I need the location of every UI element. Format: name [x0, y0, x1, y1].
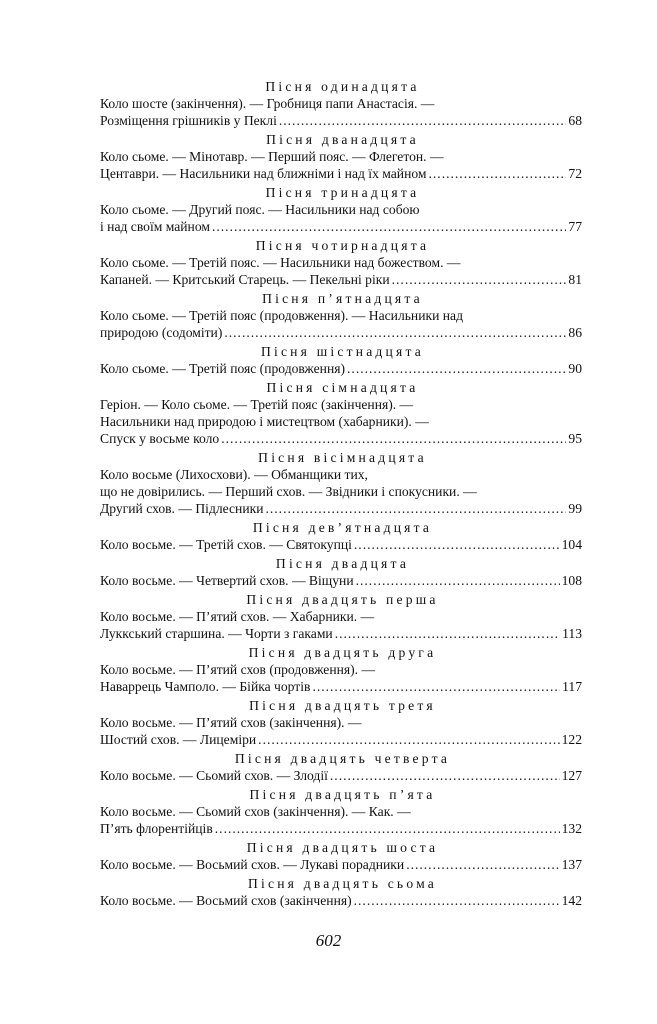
dot-leader — [312, 678, 560, 695]
entry-page-number: 142 — [561, 893, 582, 908]
toc-entry — [100, 555, 582, 589]
toc-entry — [100, 644, 582, 695]
entry-final-line — [100, 430, 582, 447]
entry-text-line: Коло восьме (Лихосхови). — Обманщики тих, — [100, 467, 368, 482]
dot-leader — [258, 731, 559, 748]
entry-text-line: Коло восьме. — Третій схов. — Святокупці — [100, 537, 352, 552]
entry-page-number: 122 — [561, 732, 582, 747]
entry-final-line — [100, 572, 582, 589]
entry-text-line: Коло сьоме. — Третій пояс (продовження) — [100, 361, 346, 376]
toc-entry — [100, 78, 582, 129]
dot-leader — [212, 218, 566, 235]
entry-text-line: Спуск у восьме коло — [100, 431, 220, 446]
dot-leader — [347, 360, 566, 377]
entry-text-line: П’ять флорентійців — [100, 821, 213, 836]
entry-text-line: Коло восьме. — П’ятий схов. — Хабарники. — — [100, 609, 375, 624]
toc-entry — [100, 875, 582, 909]
entry-final-line — [100, 820, 582, 837]
entry-final-line — [100, 767, 582, 784]
canto-heading: Пісня одинадцята — [265, 79, 420, 94]
canto-heading: Пісня шістнадцята — [260, 344, 425, 359]
entry-final-line — [100, 112, 582, 129]
entry-text-line: природою (содоміти) — [100, 325, 223, 340]
page-number: 602 — [315, 931, 342, 950]
entry-text-line: Коло восьме. — Сьомий схов. — Злодії — [100, 768, 328, 783]
entry-page-number: 90 — [568, 361, 582, 376]
toc-entry — [100, 750, 582, 784]
entry-text-line: Коло сьоме. — Другий пояс. — Насильники над собою — [100, 202, 420, 217]
canto-heading: Пісня двадцять четверта — [234, 751, 451, 766]
canto-heading: Пісня двадцять друга — [248, 645, 437, 660]
canto-heading: Пісня двадцять п’ята — [249, 787, 436, 802]
entry-final-line — [100, 856, 582, 873]
canto-heading: Пісня тринадцята — [265, 185, 420, 200]
canto-heading: Пісня двадцять перша — [246, 592, 439, 607]
toc-entry — [100, 519, 582, 553]
dot-leader — [265, 500, 566, 517]
entry-final-line — [100, 892, 582, 909]
toc-entry — [100, 184, 582, 235]
entry-page-number: 95 — [568, 431, 582, 446]
entry-text-line: Коло восьме. — П’ятий схов (продовження). — — [100, 662, 376, 677]
toc-entry — [100, 449, 582, 517]
toc-entry — [100, 839, 582, 873]
entry-final-line — [100, 536, 582, 553]
toc-entry — [100, 379, 582, 447]
toc-entry — [100, 786, 582, 837]
entry-text-line: Коло восьме. — Сьомий схов (закінчення). — Как. — — [100, 804, 411, 819]
entry-page-number: 132 — [561, 821, 582, 836]
canto-heading: Пісня вісімнадцята — [258, 450, 427, 465]
dot-leader — [221, 430, 566, 447]
entry-final-line — [100, 625, 582, 642]
entry-text-line: Коло восьме. — Четвертий схов. — Віщуни — [100, 573, 354, 588]
entry-text-line: Капаней. — Критський Старець. — Пекельні ріки — [100, 272, 390, 287]
canto-heading: Пісня чотирнадцята — [255, 238, 430, 253]
toc-entry — [100, 290, 582, 341]
entry-page-number: 108 — [561, 573, 582, 588]
entry-final-line — [100, 324, 582, 341]
entry-text-line: Коло сьоме. — Третій пояс. — Насильники над божеством. — — [100, 255, 461, 270]
toc-entry — [100, 591, 582, 642]
canto-heading: Пісня дванадцята — [266, 132, 419, 147]
entry-text-line: і над своїм майном — [100, 219, 210, 234]
dot-leader — [224, 324, 566, 341]
entry-page-number: 113 — [562, 626, 582, 641]
toc-entry — [100, 697, 582, 748]
entry-text-line: Розміщення грішників у Пеклі — [100, 113, 277, 128]
entry-page-number: 86 — [568, 325, 582, 340]
dot-leader — [354, 892, 560, 909]
dot-leader — [392, 271, 567, 288]
entry-text-line: Насильники над природою і мистецтвом (хабарники). — — [100, 414, 429, 429]
entry-page-number: 104 — [561, 537, 582, 552]
entry-text-line: Центаври. — Насильники над ближніми і над їх майном — [100, 166, 427, 181]
entry-text-line: Коло сьоме. — Мінотавр. — Перший пояс. — Флегетон. — — [100, 149, 444, 164]
entry-page-number: 127 — [561, 768, 582, 783]
canto-heading: Пісня п’ятнадцята — [262, 291, 423, 306]
entry-text-line: Коло сьоме. — Третій пояс (продовження). — Насильники над — [100, 308, 463, 323]
canto-heading: Пісня двадцять шоста — [246, 840, 439, 855]
entry-text-line: Коло восьме. — Восьмий схов (закінчення) — [100, 893, 352, 908]
canto-heading: Пісня сімнадцята — [266, 380, 419, 395]
canto-heading: Пісня дев’ятнадцята — [252, 520, 433, 535]
entry-page-number: 117 — [562, 679, 582, 694]
entry-text-line: Наваррець Чамполо. — Бійка чортів — [100, 679, 311, 694]
entry-text-line: Геріон. — Коло сьоме. — Третій пояс (закінчення). — — [100, 397, 414, 412]
entry-text-line: Другий схов. — Підлесники — [100, 501, 264, 516]
dot-leader — [335, 625, 560, 642]
entry-text-line: Коло шосте (закінчення). — Гробниця папи Анастасія. — — [100, 96, 435, 111]
canto-heading: Пісня двадцять сьома — [247, 876, 438, 891]
entry-final-line — [100, 360, 582, 377]
toc-entry — [100, 237, 582, 288]
entry-text-line: Коло восьме. — П’ятий схов (закінчення). — — [100, 715, 362, 730]
entry-final-line — [100, 218, 582, 235]
entry-page-number: 68 — [568, 113, 582, 128]
entry-final-line — [100, 678, 582, 695]
entry-page-number: 77 — [568, 219, 582, 234]
entry-text-line: Шостий схов. — Лицеміри — [100, 732, 257, 747]
table-of-contents — [100, 76, 582, 909]
dot-leader — [406, 856, 559, 873]
entry-text-line: Луккський старшина. — Чорти з гаками — [100, 626, 333, 641]
entry-final-line — [100, 271, 582, 288]
dot-leader — [215, 820, 560, 837]
entry-page-number: 81 — [568, 272, 582, 287]
entry-final-line — [100, 731, 582, 748]
entry-page-number: 137 — [561, 857, 582, 872]
entry-final-line — [100, 500, 582, 517]
entry-text-line: Коло восьме. — Восьмий схов. — Лукаві порадники — [100, 857, 405, 872]
entry-text-line: що не довірились. — Перший схов. — Звідники і спокусники. — — [100, 484, 477, 499]
toc-entry — [100, 131, 582, 182]
dot-leader — [356, 572, 560, 589]
dot-leader — [330, 767, 560, 784]
dot-leader — [354, 536, 560, 553]
entry-page-number: 99 — [568, 501, 582, 516]
entry-page-number: 72 — [568, 166, 582, 181]
canto-heading: Пісня двадцята — [275, 556, 410, 571]
dot-leader — [429, 165, 567, 182]
toc-entry — [100, 343, 582, 377]
dot-leader — [279, 112, 567, 129]
canto-heading: Пісня двадцять третя — [249, 698, 436, 713]
entry-final-line — [100, 165, 582, 182]
